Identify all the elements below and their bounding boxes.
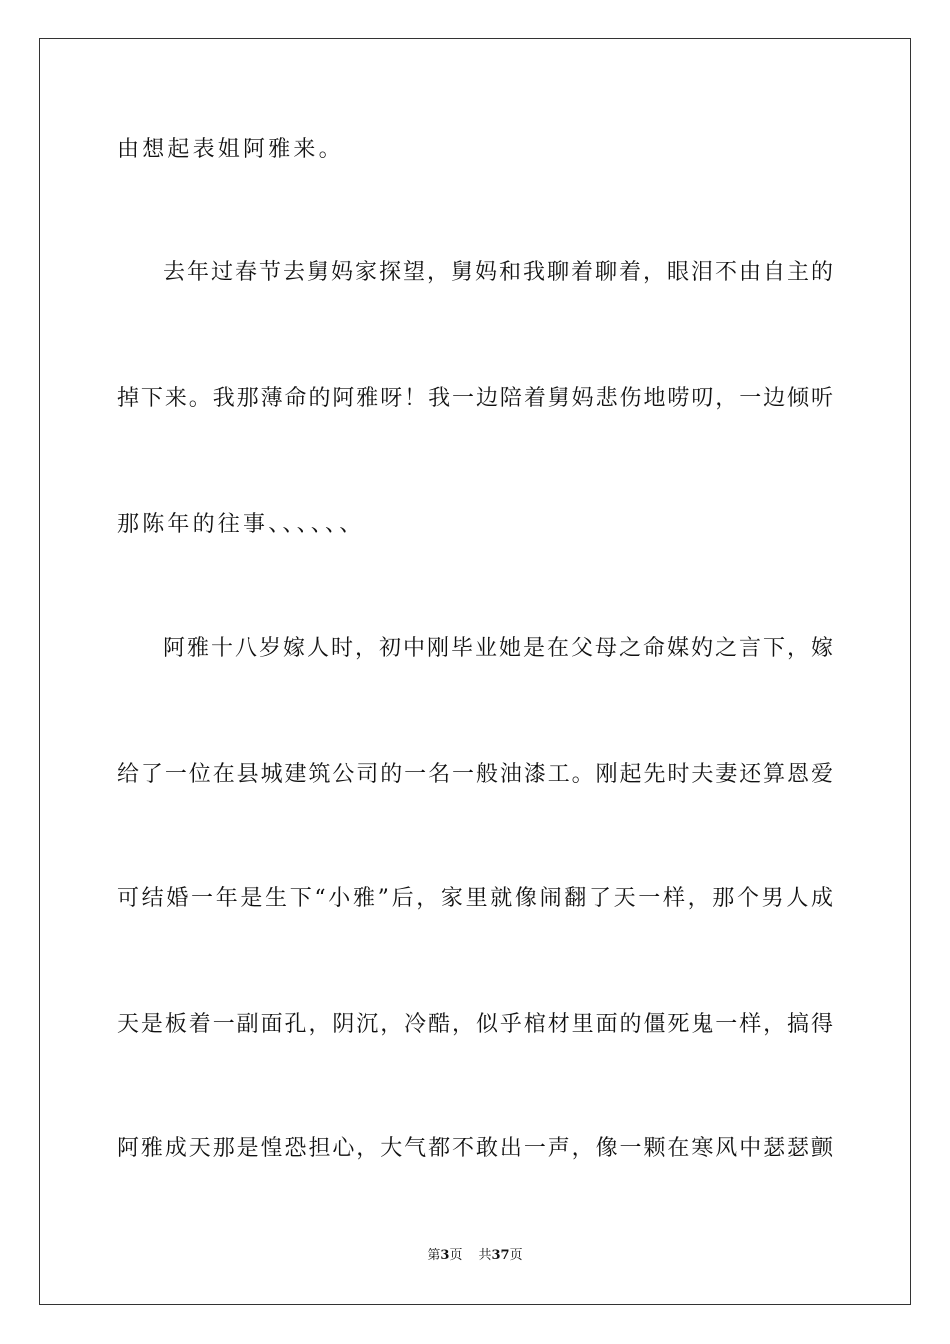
text-line-3: 掉下来。我那薄命的阿雅呀！我一边陪着舅妈悲伤地唠叨，一边倾听 [117,386,833,411]
footer-page-suffix: 页 [449,1248,463,1263]
text-line-8: 天是板着一副面孔，阴沉，冷酷，似乎棺材里面的僵死鬼一样，搞得 [117,1012,833,1037]
footer-page-number: 3 [440,1248,450,1263]
text-line-9: 阿雅成天那是惶恐担心，大气都不敢出一声，像一颗在寒风中瑟瑟颤 [117,1136,833,1161]
text-line-5: 阿雅十八岁嫁人时，初中刚毕业她是在父母之命媒妁之言下，嫁 [163,636,833,661]
footer-total-suffix: 页 [509,1248,523,1263]
text-line-2: 去年过春节去舅妈家探望，舅妈和我聊着聊着，眼泪不由自主的 [163,260,833,285]
footer-page-prefix: 第 [427,1248,441,1263]
page-footer [0,1247,950,1265]
text-line-6: 给了一位在县城建筑公司的一名一般油漆工。刚起先时夫妻还算恩爱 [117,762,833,787]
footer-total-pages: 37 [491,1248,510,1263]
text-line-4: 那陈年的往事、、、、、、 [117,512,365,537]
page-border [39,38,911,1305]
footer-total-prefix: 共 [478,1248,492,1263]
text-line-7: 可结婚一年是生下“小雅”后，家里就像闹翻了天一样，那个男人成 [117,886,833,911]
text-line-1: 由想起表姐阿雅来。 [117,137,344,162]
